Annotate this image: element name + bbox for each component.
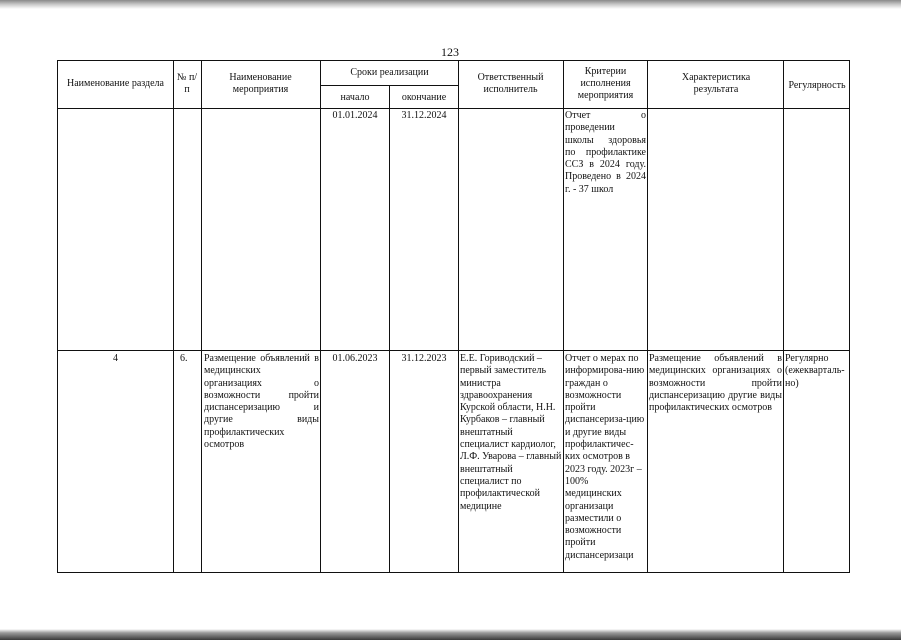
header-terms: Сроки реализации	[350, 67, 429, 78]
header-end: окончание	[401, 92, 447, 103]
col-rule-criteria	[563, 60, 564, 573]
page-number: 123	[441, 45, 459, 59]
table-border-bottom	[57, 572, 850, 573]
col-rule-num	[173, 60, 174, 573]
table-border-right	[849, 60, 850, 573]
row-divider	[57, 350, 850, 351]
header-bottom-rule	[57, 108, 850, 109]
col-rule-result	[647, 60, 648, 573]
table-border-top	[57, 60, 850, 61]
row2-regularity: Регулярно (ежекварталь-но)	[785, 353, 845, 389]
col-rule-regularity	[783, 60, 784, 573]
row1-start-date: 01.01.2024	[332, 110, 378, 121]
row1-end-date: 31.12.2024	[401, 110, 447, 121]
row1-criteria: Отчет о проведении школы здоровья по профилактике ССЗ в 2024 году. Проведено в 2024 г. - 37 школ	[565, 110, 646, 195]
row2-num: 6.	[180, 353, 188, 364]
row2-result: Размещение объявлений в медицинских организациях о возможности пройти диспансеризацию другие виды профилактических осмотров	[649, 353, 782, 414]
header-event: Наименование мероприятия	[229, 72, 292, 95]
row2-event: Размещение объявлений в медицинских организациях о возможности пройти диспансеризацию и другие виды профилактических осмотров	[204, 353, 319, 451]
row2-executor: Е.Е. Гориводский – первый заместитель министра здравоохранения Курской области, Н.Н. Курбаков – главный внештатный специалист кардиолог, Л.Ф. Уварова – главный внештатный специалист по профилактической медицине	[460, 353, 562, 512]
col-rule-executor	[458, 60, 459, 573]
header-result: Характеристика результата	[681, 72, 751, 95]
row2-start-date: 01.06.2023	[332, 353, 378, 364]
col-rule-end	[389, 86, 390, 573]
row2-section: 4	[113, 353, 118, 364]
col-rule-event	[201, 60, 202, 573]
header-section: Наименование раздела	[67, 78, 164, 89]
header-regularity: Регулярность	[788, 80, 846, 91]
header-executor: Ответственный исполнитель	[477, 72, 544, 95]
row2-end-date: 31.12.2023	[401, 353, 447, 364]
table-border-left	[57, 60, 58, 573]
header-start: начало	[340, 92, 370, 103]
row2-criteria: Отчет о мерах по информирова-нию граждан о возможности пройти диспансериза-цию и другие виды профилактичес-ких осмотров в 2023 году. 2023г – 100% медицинских организаци разместили о возможности пройти диспансеризаци	[565, 353, 645, 561]
header-criteria: Критерии исполнения мероприятия	[577, 66, 634, 101]
col-rule-start	[320, 60, 321, 573]
header-num: № п/п	[176, 72, 198, 95]
